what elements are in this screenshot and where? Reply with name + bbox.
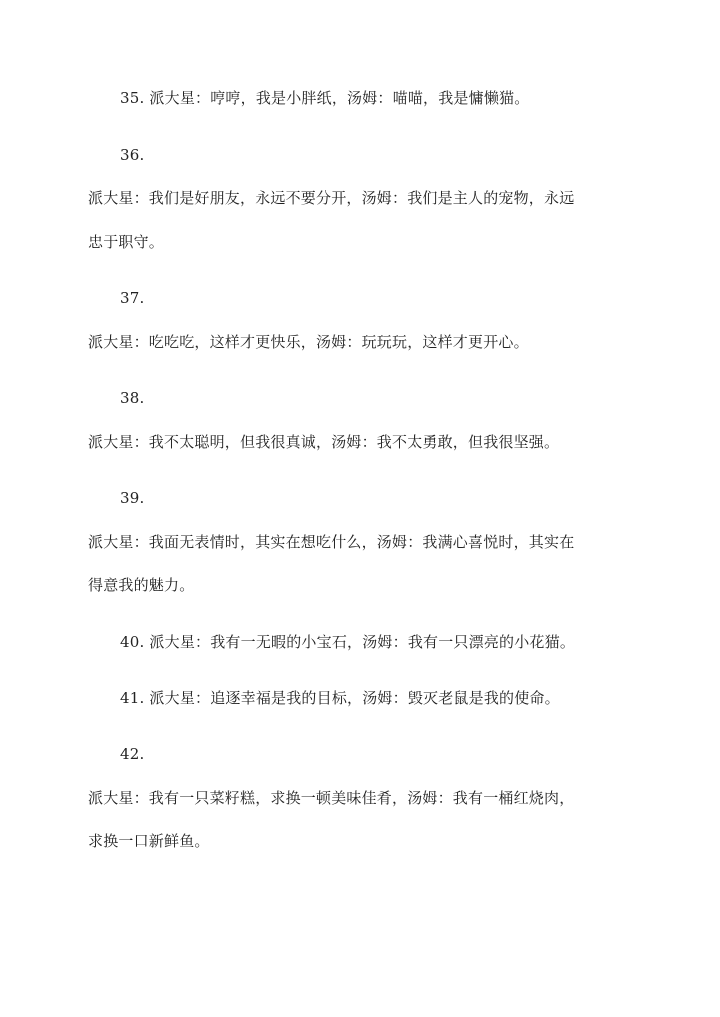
entry-42-line-2: 求换一口新鲜鱼。 [88,832,210,850]
entry-42-number: 42. [120,745,145,763]
entry-42-line-1: 派大星：我有一只菜籽糕，求换一顿美味佳肴，汤姆：我有一桶红烧肉， [88,789,575,807]
entry-37-number: 37. [120,289,145,307]
entry-39-line-1: 派大星：我面无表情时，其实在想吃什么，汤姆：我满心喜悦时，其实在 [88,533,575,551]
entry-39-number: 39. [120,489,145,507]
entry-41: 41. 派大星：追逐幸福是我的目标，汤姆：毁灭老鼠是我的使命。 [120,689,560,707]
entry-39-line-2: 得意我的魅力。 [88,576,195,594]
entry-38-number: 38. [120,389,145,407]
entry-36-number: 36. [120,146,145,164]
entry-38-line-1: 派大星：我不太聪明，但我很真诚，汤姆：我不太勇敢，但我很坚强。 [88,433,560,451]
entry-36-line-2: 忠于职守。 [88,233,165,251]
entry-37-line-1: 派大星：吃吃吃，这样才更快乐，汤姆：玩玩玩，这样才更开心。 [88,333,529,351]
entry-40: 40. 派大星：我有一无暇的小宝石，汤姆：我有一只漂亮的小花猫。 [120,633,576,651]
entry-35: 35. 派大星：哼哼，我是小胖纸，汤姆：喵喵，我是慵懒猫。 [120,89,530,107]
entry-36-line-1: 派大星：我们是好朋友，永远不要分开，汤姆：我们是主人的宠物，永远 [88,189,575,207]
